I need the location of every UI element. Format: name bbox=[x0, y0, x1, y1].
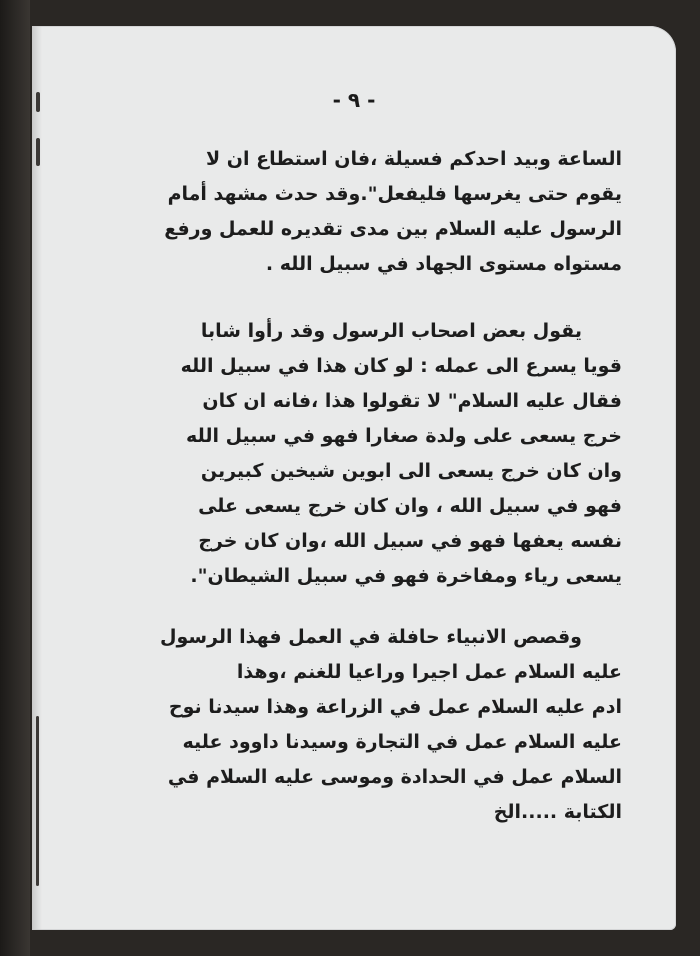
scan-background bbox=[0, 0, 30, 956]
text-line: نفسه يعفها فهو في سبيل الله ،وان كان خرج bbox=[198, 530, 622, 552]
text-line: فقال عليه السلام" لا تقولوا هذا ،فانه ان كان bbox=[202, 390, 622, 412]
text-line: يسعى رياء ومفاخرة فهو في سبيل الشيطان". bbox=[190, 565, 622, 587]
text-line: ادم عليه السلام عمل في الزراعة وهذا سيدنا نوح bbox=[168, 696, 622, 718]
paragraph-2 bbox=[72, 314, 622, 594]
text-line: وقصص الانبياء حافلة في العمل فهذا الرسول bbox=[159, 626, 582, 648]
document-page bbox=[32, 26, 676, 930]
binding-mark bbox=[36, 138, 40, 166]
paragraph-3 bbox=[72, 620, 622, 830]
text-line: فهو في سبيل الله ، وان كان خرج يسعى على bbox=[198, 495, 622, 517]
text-line: الرسول عليه السلام بين مدى تقديره للعمل ورفع bbox=[164, 218, 622, 240]
text-line: الكتابة .....الخ bbox=[493, 801, 622, 823]
text-line: يقول بعض اصحاب الرسول وقد رأوا شابا bbox=[200, 320, 582, 342]
page-number: - ٩ - bbox=[332, 88, 376, 112]
text-line: قويا يسرع الى عمله : لو كان هذا في سبيل الله bbox=[180, 355, 622, 377]
text-line: الساعة وبيد احدكم فسيلة ،فان استطاع ان لا bbox=[206, 148, 622, 170]
text-line: عليه السلام عمل اجيرا وراعيا للغنم ،وهذا bbox=[236, 661, 622, 683]
text-line: مستواه مستوى الجهاد في سبيل الله . bbox=[265, 253, 622, 275]
paragraph-1 bbox=[72, 142, 622, 282]
binding-mark bbox=[36, 716, 39, 886]
text-line: خرج يسعى على ولدة صغارا فهو في سبيل الله bbox=[186, 425, 622, 447]
text-line: عليه السلام عمل في التجارة وسيدنا داوود عليه bbox=[182, 731, 622, 753]
text-line: يقوم حتى يغرسها فليفعل".وقد حدث مشهد أمام bbox=[167, 183, 622, 205]
text-line: وان كان خرج يسعى الى ابوين شيخين كبيرين bbox=[200, 460, 622, 482]
text-line: السلام عمل في الحدادة وموسى عليه السلام في bbox=[167, 766, 622, 788]
